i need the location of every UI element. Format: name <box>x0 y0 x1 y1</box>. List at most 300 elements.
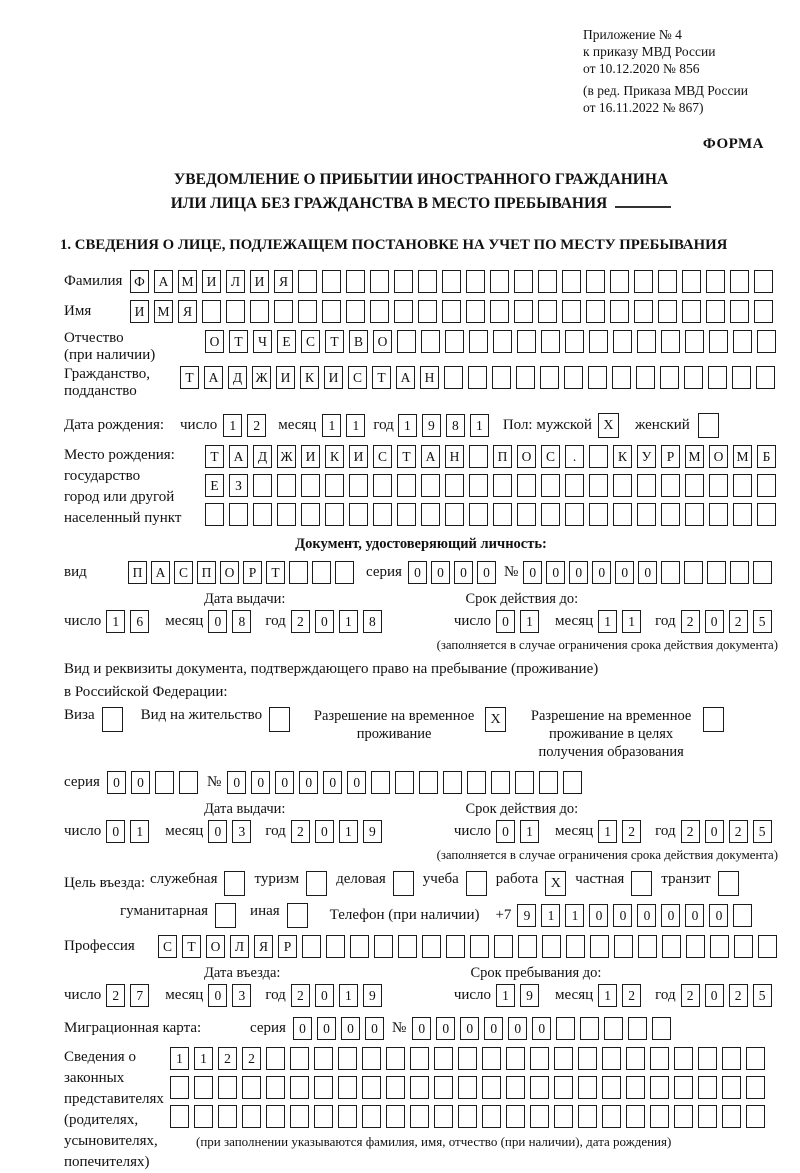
cell[interactable] <box>274 300 293 323</box>
cell[interactable] <box>301 474 320 497</box>
cell[interactable]: 0 <box>685 904 704 927</box>
cell[interactable]: М <box>154 300 173 323</box>
cell[interactable] <box>554 1076 573 1099</box>
cell[interactable] <box>242 1076 261 1099</box>
doc-issue-year-input[interactable] <box>291 610 382 633</box>
guardians-line1-input[interactable] <box>170 1047 765 1070</box>
guardians-line2-input[interactable] <box>170 1076 765 1099</box>
cell[interactable] <box>370 300 389 323</box>
cell[interactable]: 0 <box>661 904 680 927</box>
cell[interactable] <box>362 1076 381 1099</box>
cell[interactable]: 0 <box>251 771 270 794</box>
patronymic-input[interactable] <box>205 330 776 353</box>
cell[interactable] <box>626 1105 645 1128</box>
cell[interactable] <box>722 1105 741 1128</box>
cell[interactable] <box>386 1076 405 1099</box>
cell[interactable]: 0 <box>705 820 724 843</box>
cell[interactable] <box>684 366 703 389</box>
cell[interactable] <box>458 1076 477 1099</box>
cell[interactable] <box>469 330 488 353</box>
cell[interactable] <box>434 1105 453 1128</box>
cell[interactable] <box>586 270 605 293</box>
cell[interactable]: В <box>349 330 368 353</box>
cell[interactable]: И <box>276 366 295 389</box>
cell[interactable] <box>434 1047 453 1070</box>
cell[interactable] <box>215 903 236 928</box>
cell[interactable] <box>758 935 777 958</box>
cell[interactable] <box>746 1047 765 1070</box>
cell[interactable]: 0 <box>592 561 611 584</box>
citizenship-input[interactable] <box>180 366 775 389</box>
cell[interactable] <box>493 474 512 497</box>
cell[interactable] <box>493 503 512 526</box>
cell[interactable] <box>445 330 464 353</box>
cell[interactable] <box>709 503 728 526</box>
cell[interactable]: О <box>220 561 239 584</box>
cell[interactable]: К <box>325 445 344 468</box>
cell[interactable] <box>734 935 753 958</box>
cell[interactable]: 0 <box>412 1017 431 1040</box>
cell[interactable]: 0 <box>275 771 294 794</box>
cell[interactable] <box>684 561 703 584</box>
cell[interactable]: 0 <box>315 610 334 633</box>
cell[interactable] <box>410 1105 429 1128</box>
cell[interactable] <box>467 771 486 794</box>
cell[interactable] <box>589 445 608 468</box>
visa-checkbox[interactable] <box>102 707 123 732</box>
cell[interactable] <box>708 366 727 389</box>
male-checkbox[interactable] <box>598 413 619 438</box>
cell[interactable]: Ф <box>130 270 149 293</box>
cell[interactable] <box>698 1076 717 1099</box>
cell[interactable] <box>517 330 536 353</box>
cell[interactable] <box>421 474 440 497</box>
cell[interactable]: 8 <box>363 610 382 633</box>
cell[interactable] <box>637 474 656 497</box>
birthplace-line1-input[interactable] <box>205 445 776 468</box>
cell[interactable]: 1 <box>470 414 489 437</box>
cell[interactable] <box>614 935 633 958</box>
cell[interactable] <box>218 1076 237 1099</box>
purpose-humanitarian-checkbox[interactable] <box>215 903 236 928</box>
cell[interactable]: 9 <box>520 984 539 1007</box>
cell[interactable]: Т <box>229 330 248 353</box>
cell[interactable] <box>662 935 681 958</box>
cell[interactable] <box>514 270 533 293</box>
cell[interactable] <box>298 300 317 323</box>
cell[interactable] <box>490 270 509 293</box>
cell[interactable] <box>631 871 652 896</box>
cell[interactable] <box>506 1047 525 1070</box>
cell[interactable]: 0 <box>317 1017 336 1040</box>
cell[interactable]: К <box>613 445 632 468</box>
surname-input[interactable] <box>130 270 773 293</box>
resid-valid-year-input[interactable] <box>681 820 772 843</box>
cell[interactable] <box>706 300 725 323</box>
resid-number-input[interactable] <box>227 771 582 794</box>
cell[interactable] <box>373 503 392 526</box>
entry-day-input[interactable] <box>106 984 149 1007</box>
cell[interactable] <box>730 270 749 293</box>
cell[interactable]: И <box>324 366 343 389</box>
cell[interactable]: 0 <box>208 610 227 633</box>
cell[interactable] <box>371 771 390 794</box>
cell[interactable] <box>703 707 724 732</box>
cell[interactable]: 0 <box>638 561 657 584</box>
cell[interactable] <box>718 871 739 896</box>
cell[interactable] <box>349 503 368 526</box>
cell[interactable]: 2 <box>729 984 748 1007</box>
cell[interactable] <box>421 503 440 526</box>
cell[interactable]: У <box>637 445 656 468</box>
cell[interactable] <box>205 503 224 526</box>
cell[interactable] <box>563 771 582 794</box>
cell[interactable] <box>266 1047 285 1070</box>
cell[interactable]: А <box>151 561 170 584</box>
cell[interactable]: 1 <box>339 984 358 1007</box>
cell[interactable] <box>482 1047 501 1070</box>
cell[interactable] <box>314 1076 333 1099</box>
cell[interactable]: 2 <box>291 820 310 843</box>
cell[interactable]: 1 <box>346 414 365 437</box>
cell[interactable]: 1 <box>170 1047 189 1070</box>
profession-input[interactable] <box>158 935 777 958</box>
cell[interactable]: 0 <box>508 1017 527 1040</box>
birthplace-line3-input[interactable] <box>205 503 776 526</box>
cell[interactable] <box>707 561 726 584</box>
purpose-business-checkbox[interactable] <box>393 871 414 896</box>
cell[interactable] <box>650 1076 669 1099</box>
cell[interactable] <box>492 366 511 389</box>
cell[interactable]: Д <box>228 366 247 389</box>
cell[interactable]: 0 <box>615 561 634 584</box>
cell[interactable] <box>580 1017 599 1040</box>
cell[interactable]: Т <box>372 366 391 389</box>
cell[interactable] <box>421 330 440 353</box>
cell[interactable]: Т <box>180 366 199 389</box>
cell[interactable]: С <box>373 445 392 468</box>
cell[interactable] <box>565 503 584 526</box>
cell[interactable] <box>325 503 344 526</box>
cell[interactable] <box>730 561 749 584</box>
cell[interactable] <box>541 474 560 497</box>
cell[interactable]: О <box>205 330 224 353</box>
cell[interactable]: 1 <box>565 904 584 927</box>
cell[interactable] <box>754 270 773 293</box>
cell[interactable]: 6 <box>130 610 149 633</box>
female-checkbox[interactable] <box>698 413 719 438</box>
purpose-other-checkbox[interactable] <box>287 903 308 928</box>
cell[interactable] <box>322 300 341 323</box>
cell[interactable]: 2 <box>247 414 266 437</box>
cell[interactable] <box>710 935 729 958</box>
cell[interactable] <box>314 1105 333 1128</box>
cell[interactable] <box>636 366 655 389</box>
cell[interactable] <box>419 771 438 794</box>
cell[interactable]: 1 <box>223 414 242 437</box>
cell[interactable] <box>277 474 296 497</box>
cell[interactable]: Я <box>254 935 273 958</box>
cell[interactable] <box>326 935 345 958</box>
cell[interactable] <box>733 474 752 497</box>
cell[interactable]: М <box>178 270 197 293</box>
doc-valid-day-input[interactable] <box>496 610 539 633</box>
doc-issue-day-input[interactable] <box>106 610 149 633</box>
cell[interactable]: 1 <box>194 1047 213 1070</box>
cell[interactable] <box>530 1047 549 1070</box>
cell[interactable] <box>386 1105 405 1128</box>
cell[interactable] <box>338 1105 357 1128</box>
cell[interactable] <box>155 771 174 794</box>
cell[interactable] <box>482 1105 501 1128</box>
cell[interactable]: 3 <box>232 984 251 1007</box>
cell[interactable]: Д <box>253 445 272 468</box>
cell[interactable] <box>756 366 775 389</box>
cell[interactable]: Т <box>182 935 201 958</box>
cell[interactable] <box>517 474 536 497</box>
cell[interactable]: 0 <box>227 771 246 794</box>
cell[interactable] <box>753 561 772 584</box>
cell[interactable] <box>637 503 656 526</box>
cell[interactable] <box>661 503 680 526</box>
cell[interactable] <box>564 366 583 389</box>
cell[interactable] <box>418 300 437 323</box>
cell[interactable]: 1 <box>520 610 539 633</box>
cell[interactable]: Е <box>205 474 224 497</box>
cell[interactable]: З <box>229 474 248 497</box>
cell[interactable] <box>733 330 752 353</box>
birth-day-input[interactable] <box>223 414 266 437</box>
cell[interactable]: И <box>130 300 149 323</box>
cell[interactable] <box>637 330 656 353</box>
cell[interactable]: 8 <box>232 610 251 633</box>
cell[interactable]: 1 <box>622 610 641 633</box>
cell[interactable] <box>398 935 417 958</box>
cell[interactable] <box>610 300 629 323</box>
cell[interactable] <box>446 935 465 958</box>
doc-number-input[interactable] <box>523 561 772 584</box>
cell[interactable] <box>253 474 272 497</box>
cell[interactable] <box>229 503 248 526</box>
cell[interactable]: 0 <box>705 610 724 633</box>
cell[interactable] <box>418 270 437 293</box>
cell[interactable]: Я <box>274 270 293 293</box>
cell[interactable] <box>613 503 632 526</box>
cell[interactable]: П <box>128 561 147 584</box>
cell[interactable] <box>698 413 719 438</box>
cell[interactable]: Ч <box>253 330 272 353</box>
cell[interactable] <box>442 270 461 293</box>
cell[interactable]: А <box>154 270 173 293</box>
purpose-study-checkbox[interactable] <box>466 871 487 896</box>
cell[interactable] <box>650 1105 669 1128</box>
cell[interactable] <box>566 935 585 958</box>
cell[interactable] <box>290 1047 309 1070</box>
cell[interactable]: Б <box>757 445 776 468</box>
cell[interactable]: 0 <box>460 1017 479 1040</box>
temp-permit-checkbox[interactable] <box>485 707 506 732</box>
cell[interactable] <box>578 1105 597 1128</box>
cell[interactable] <box>589 330 608 353</box>
cell[interactable] <box>362 1047 381 1070</box>
cell[interactable] <box>541 503 560 526</box>
stay-year-input[interactable] <box>681 984 772 1007</box>
cell[interactable] <box>685 503 704 526</box>
cell[interactable]: 2 <box>242 1047 261 1070</box>
cell[interactable] <box>370 270 389 293</box>
cell[interactable] <box>506 1076 525 1099</box>
cell[interactable]: 5 <box>753 820 772 843</box>
cell[interactable] <box>491 771 510 794</box>
cell[interactable] <box>578 1047 597 1070</box>
cell[interactable] <box>661 474 680 497</box>
cell[interactable]: 9 <box>363 984 382 1007</box>
cell[interactable]: 0 <box>709 904 728 927</box>
cell[interactable] <box>277 503 296 526</box>
cell[interactable]: 2 <box>729 820 748 843</box>
cell[interactable] <box>470 935 489 958</box>
cell[interactable]: 0 <box>613 904 632 927</box>
doc-valid-year-input[interactable] <box>681 610 772 633</box>
cell[interactable] <box>754 300 773 323</box>
cell[interactable] <box>393 871 414 896</box>
cell[interactable] <box>170 1105 189 1128</box>
cell[interactable]: 3 <box>232 820 251 843</box>
cell[interactable] <box>224 871 245 896</box>
name-input[interactable] <box>130 300 773 323</box>
cell[interactable] <box>469 474 488 497</box>
cell[interactable]: 2 <box>622 984 641 1007</box>
cell[interactable] <box>610 270 629 293</box>
cell[interactable] <box>730 300 749 323</box>
cell[interactable]: С <box>301 330 320 353</box>
cell[interactable] <box>515 771 534 794</box>
cell[interactable] <box>709 474 728 497</box>
cell[interactable] <box>346 270 365 293</box>
cell[interactable] <box>589 474 608 497</box>
cell[interactable] <box>638 935 657 958</box>
cell[interactable] <box>287 903 308 928</box>
cell[interactable] <box>434 1076 453 1099</box>
cell[interactable] <box>170 1076 189 1099</box>
cell[interactable]: X <box>545 871 566 896</box>
cell[interactable]: 9 <box>422 414 441 437</box>
mig-series-input[interactable] <box>293 1017 384 1040</box>
cell[interactable]: 9 <box>363 820 382 843</box>
cell[interactable]: 0 <box>637 904 656 927</box>
cell[interactable] <box>301 503 320 526</box>
cell[interactable] <box>757 474 776 497</box>
cell[interactable]: 1 <box>106 610 125 633</box>
cell[interactable]: 0 <box>454 561 473 584</box>
cell[interactable] <box>746 1076 765 1099</box>
cell[interactable] <box>266 1076 285 1099</box>
cell[interactable]: 0 <box>106 820 125 843</box>
cell[interactable] <box>658 270 677 293</box>
cell[interactable]: О <box>709 445 728 468</box>
cell[interactable]: 0 <box>477 561 496 584</box>
cell[interactable] <box>312 561 331 584</box>
cell[interactable] <box>556 1017 575 1040</box>
cell[interactable]: 1 <box>598 984 617 1007</box>
doc-valid-month-input[interactable] <box>598 610 641 633</box>
cell[interactable] <box>506 1105 525 1128</box>
cell[interactable] <box>682 300 701 323</box>
cell[interactable]: 0 <box>208 820 227 843</box>
birthplace-line2-input[interactable] <box>205 474 776 497</box>
cell[interactable] <box>722 1047 741 1070</box>
cell[interactable] <box>338 1076 357 1099</box>
cell[interactable] <box>102 707 123 732</box>
cell[interactable]: С <box>541 445 560 468</box>
cell[interactable] <box>250 300 269 323</box>
cell[interactable] <box>612 366 631 389</box>
cell[interactable]: О <box>517 445 536 468</box>
cell[interactable] <box>650 1047 669 1070</box>
cell[interactable]: 0 <box>705 984 724 1007</box>
cell[interactable]: 2 <box>681 820 700 843</box>
cell[interactable] <box>698 1105 717 1128</box>
cell[interactable] <box>242 1105 261 1128</box>
cell[interactable] <box>588 366 607 389</box>
cell[interactable] <box>604 1017 623 1040</box>
cell[interactable] <box>266 1105 285 1128</box>
cell[interactable] <box>269 707 290 732</box>
cell[interactable]: 0 <box>131 771 150 794</box>
cell[interactable]: Н <box>420 366 439 389</box>
residence-permit-checkbox[interactable] <box>269 707 290 732</box>
cell[interactable]: 0 <box>299 771 318 794</box>
cell[interactable] <box>466 270 485 293</box>
cell[interactable]: 1 <box>496 984 515 1007</box>
cell[interactable] <box>482 1076 501 1099</box>
birth-year-input[interactable] <box>398 414 489 437</box>
cell[interactable] <box>757 503 776 526</box>
cell[interactable]: 1 <box>130 820 149 843</box>
cell[interactable]: 2 <box>729 610 748 633</box>
cell[interactable] <box>698 1047 717 1070</box>
cell[interactable] <box>660 366 679 389</box>
cell[interactable] <box>202 300 221 323</box>
cell[interactable]: 0 <box>315 984 334 1007</box>
cell[interactable]: 0 <box>496 610 515 633</box>
doc-series-input[interactable] <box>408 561 496 584</box>
cell[interactable] <box>613 330 632 353</box>
mig-number-input[interactable] <box>412 1017 671 1040</box>
cell[interactable] <box>538 300 557 323</box>
cell[interactable]: 0 <box>431 561 450 584</box>
doc-type-input[interactable] <box>128 561 354 584</box>
resid-series-input[interactable] <box>107 771 198 794</box>
cell[interactable]: X <box>598 413 619 438</box>
cell[interactable]: 0 <box>532 1017 551 1040</box>
cell[interactable]: Ж <box>252 366 271 389</box>
cell[interactable] <box>554 1047 573 1070</box>
cell[interactable] <box>602 1105 621 1128</box>
purpose-transit-checkbox[interactable] <box>718 871 739 896</box>
cell[interactable]: 0 <box>589 904 608 927</box>
cell[interactable]: И <box>349 445 368 468</box>
cell[interactable]: 1 <box>520 820 539 843</box>
cell[interactable]: 0 <box>523 561 542 584</box>
cell[interactable] <box>709 330 728 353</box>
cell[interactable] <box>350 935 369 958</box>
cell[interactable]: 2 <box>106 984 125 1007</box>
cell[interactable]: 1 <box>598 820 617 843</box>
cell[interactable] <box>732 366 751 389</box>
cell[interactable]: Т <box>205 445 224 468</box>
cell[interactable] <box>490 300 509 323</box>
